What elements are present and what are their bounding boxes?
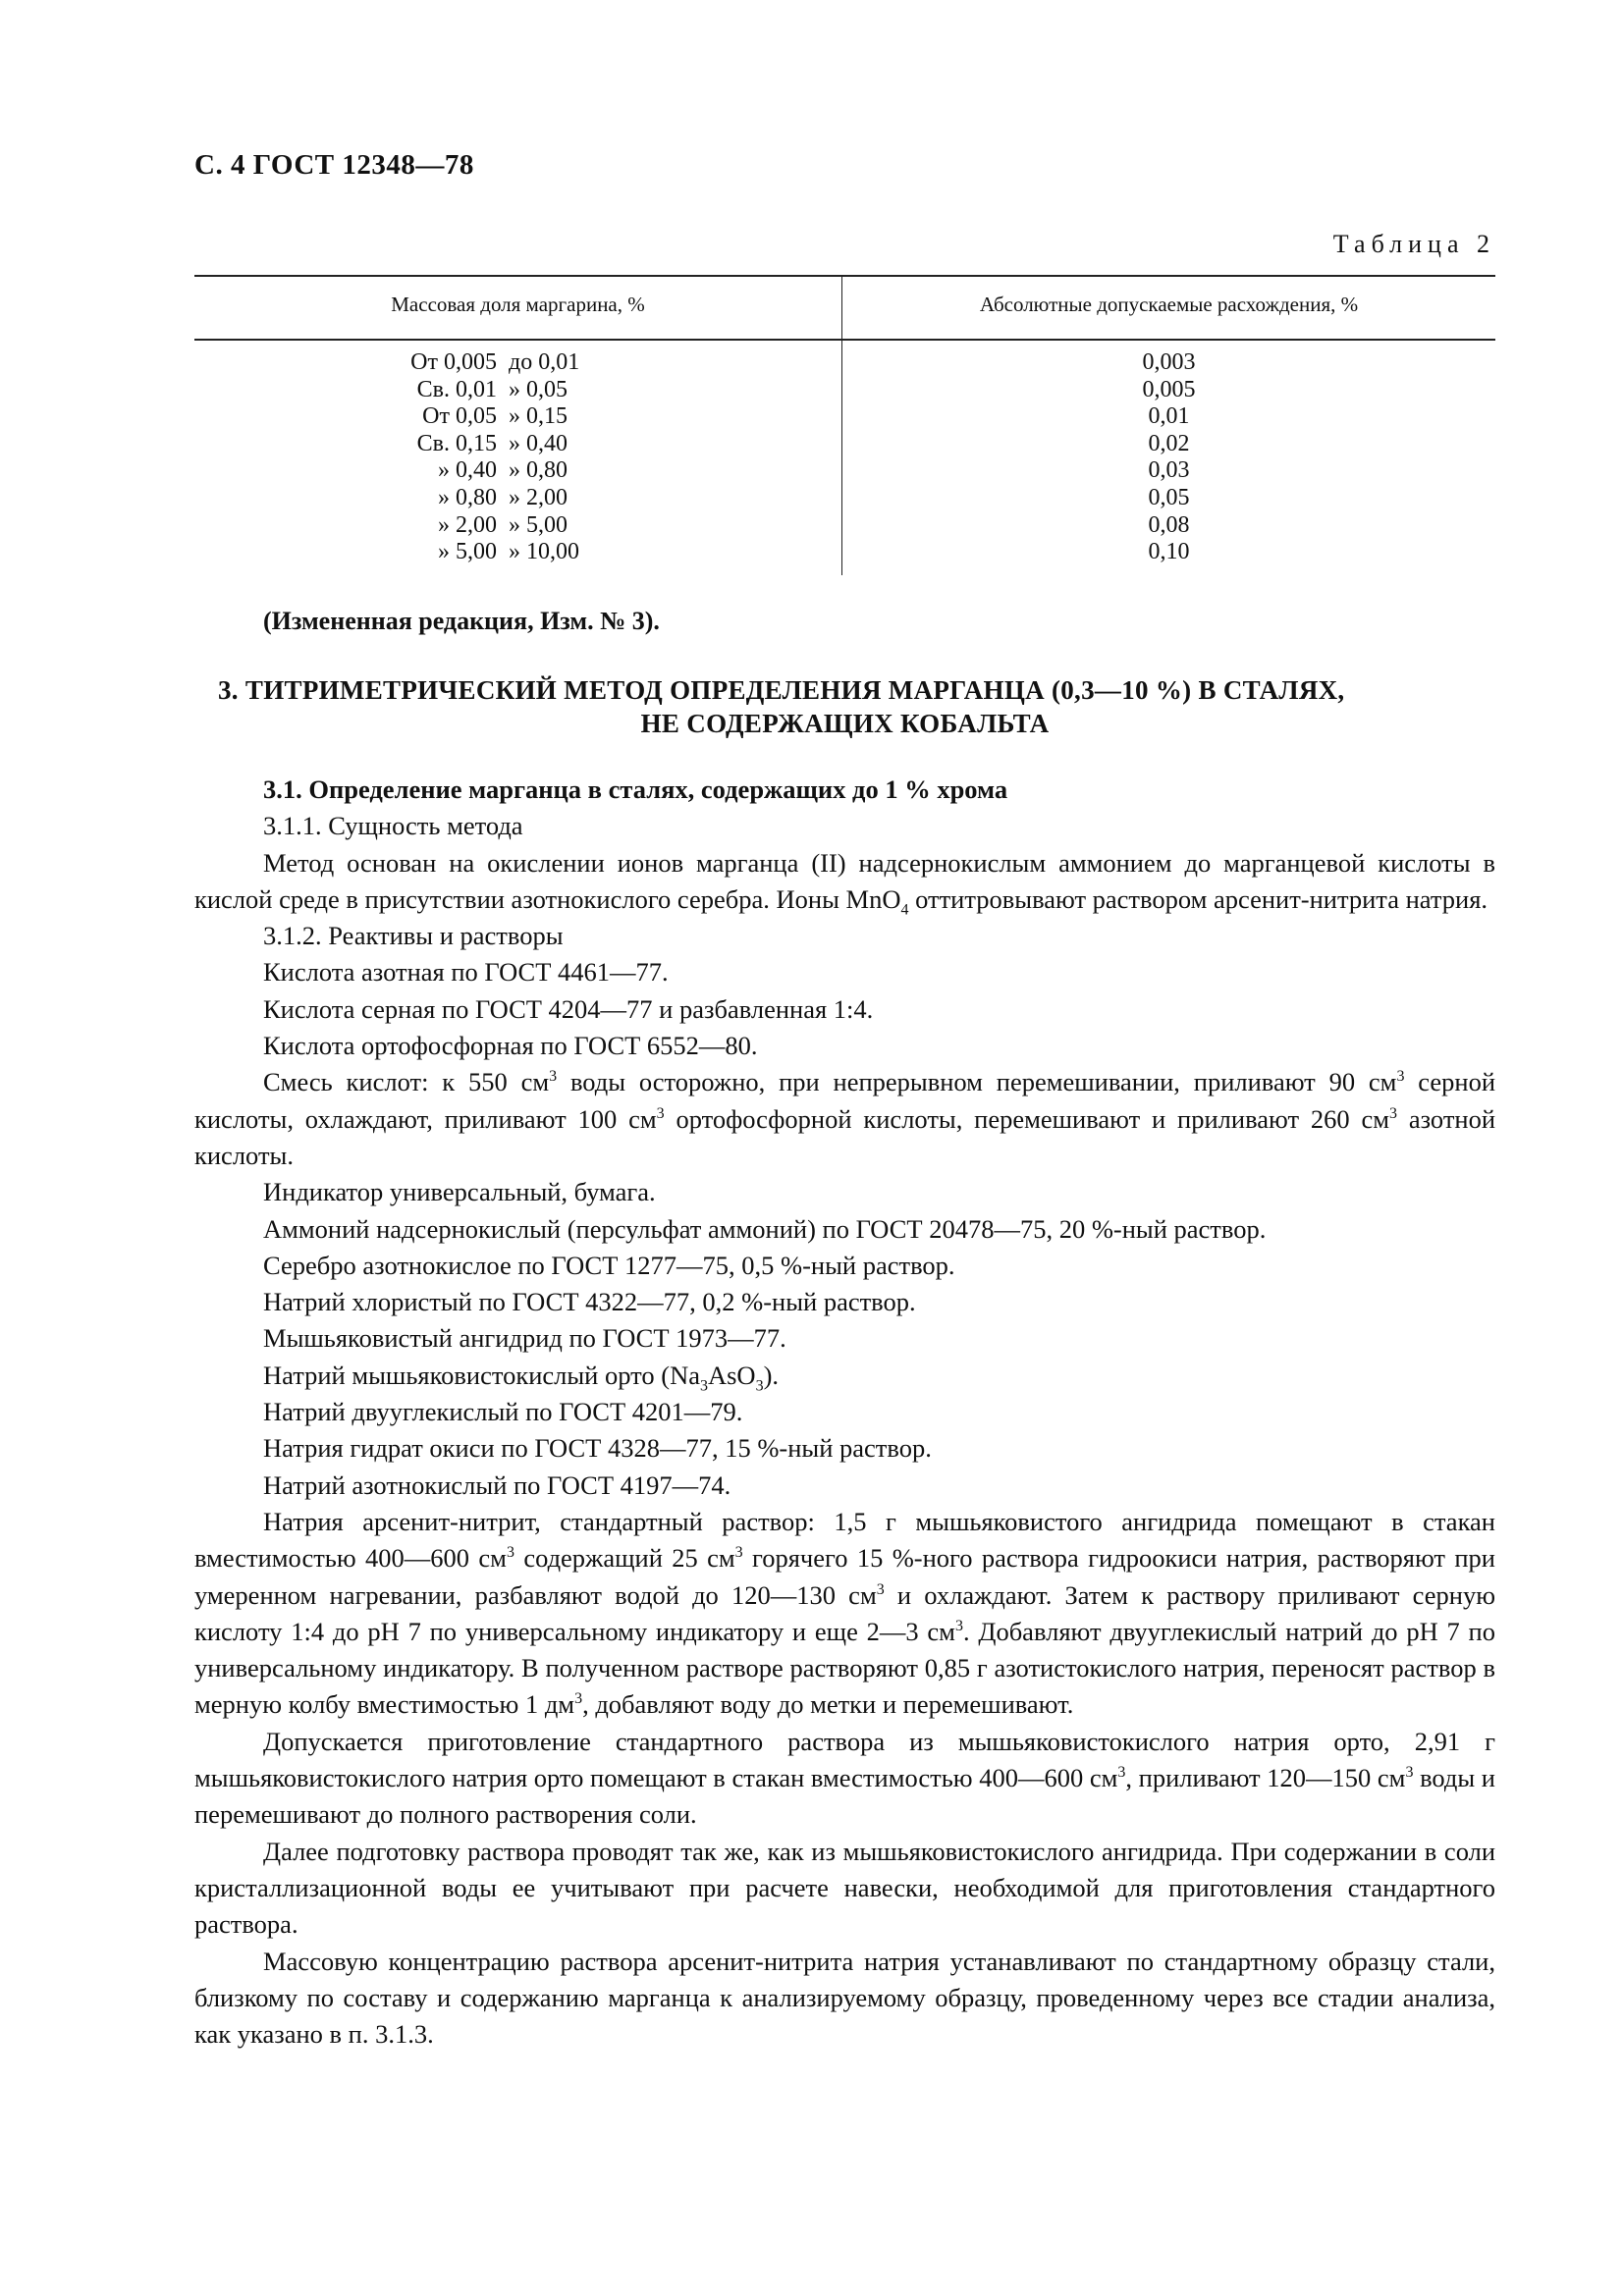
mix-text-a: Смесь кислот: к 550 см (263, 1067, 550, 1097)
tolerance-value: 0,03 (1148, 457, 1190, 484)
table-row (389, 457, 579, 485)
method-text: Метод основан на окислении ионов марганца (II) надсернокислым аммонием до марганцевой кислоты в кислой среде в присутствии азотнокислого серебра. Ионы MnO (194, 847, 1495, 914)
alternative-preparation-paragraph (194, 1724, 1495, 1834)
range-from: От 0,05 (422, 403, 497, 430)
reagent-12: Натрий азотнокислый по ГОСТ 4197—74. (263, 1469, 731, 1500)
range-to: » 0,80 (509, 457, 568, 484)
allow-text-c: воды и перемешивают до полного растворения соли. (194, 1763, 1495, 1830)
reagent-8: Мышьяковистый ангидрид по ГОСТ 1973—77. (263, 1323, 786, 1354)
std-text-a: Натрия арсенит-нитрит, стандартный раствор: 1,5 г мышьяковистого ангидрида помещают в стакан вместимостью 400—600 см (194, 1506, 1495, 1574)
table-header-rule (194, 339, 1495, 341)
reagent-7: Натрий хлористый по ГОСТ 4322—77, 0,2 %-ный раствор. (263, 1287, 916, 1317)
table-row (389, 349, 579, 377)
table-col2-header: Абсолютные допускаемые расхождения, % (979, 293, 1359, 316)
range-to: » 5,00 (509, 511, 568, 538)
allow-text-b: , приливают 120—150 см (1125, 1763, 1406, 1793)
std-text-f: , добавляют воду до метки и перемешивают. (582, 1689, 1074, 1720)
table-col1-header: Массовая доля маргарина, % (391, 293, 645, 316)
reagent-5: Аммоний надсернокислый (персульфат аммоний) по ГОСТ 20478—75, 20 %-ный раствор. (263, 1213, 1267, 1244)
range-from: » 0,40 (438, 457, 497, 484)
body-text (194, 772, 1495, 2053)
section-title-line2: НЕ СОДЕРЖАЩИХ КОБАЛЬТА (640, 709, 1050, 738)
table-top-rule (194, 275, 1495, 277)
amendment-note: (Измененная редакция, Изм. № 3). (263, 607, 660, 635)
range-to: » 2,00 (509, 484, 568, 510)
range-to: » 0,05 (509, 376, 568, 402)
mass-concentration-paragraph: Массовую концентрацию раствора арсенит-нитрита натрия устанавливают по стандартному образцу стали, близкому по составу и содержанию марганца к анализируемому образцу, проведенному через все стадии анализа, как указано в п. 3.1.3. (194, 1946, 1495, 2050)
reagent-4: Индикатор универсальный, бумага. (263, 1177, 656, 1207)
mix-text-d: ортофосфорной кислоты, перемешивают и приливают 260 см (664, 1103, 1389, 1134)
subsection-heading-3-1: 3.1. Определение марганца в сталях, содержащих до 1 % хрома (263, 774, 1008, 804)
reagent-11: Натрия гидрат окиси по ГОСТ 4328—77, 15 %-ный раствор. (263, 1433, 932, 1464)
table-value-column (842, 349, 1495, 566)
tolerance-value: 0,003 (1142, 349, 1196, 375)
range-from: » 0,80 (438, 484, 497, 510)
sup: 3 (1117, 1764, 1126, 1782)
sup: 3 (954, 1618, 963, 1634)
clause-3-1-1: 3.1.1. Сущность метода (263, 811, 523, 841)
range-from: От 0,005 (410, 349, 497, 375)
table-range-column (389, 349, 579, 566)
tolerance-value: 0,10 (1148, 539, 1190, 565)
table-row (389, 403, 579, 431)
allow-text-a: Допускается приготовление стандартного раствора из мышьяковистокислого натрия орто, 2,91 г мышьяковистокислого натрия орто помещают в стакан вместимостью 400—600 см (194, 1726, 1495, 1793)
range-to: до 0,01 (509, 349, 580, 375)
r9-text-a: Натрий мышьяковистокислый орто (Na (263, 1360, 700, 1390)
range-from: Св. 0,15 (416, 430, 497, 456)
sup: 3 (549, 1068, 558, 1086)
method-paragraph (194, 845, 1495, 919)
sup: 3 (734, 1544, 743, 1562)
section-title (194, 673, 1495, 740)
std-text-b: содержащий 25 см (514, 1543, 735, 1574)
clause-3-1-2: 3.1.2. Реактивы и растворы (263, 921, 564, 951)
table-row (389, 431, 579, 458)
page-header: С. 4 ГОСТ 12348—78 (194, 149, 474, 181)
reagent-9 (194, 1358, 1495, 1394)
method-sub: 4 (900, 901, 909, 919)
method-text-end: оттитровывают раствором арсенит-нитрита натрия. (908, 883, 1488, 914)
tolerance-value: 0,005 (1142, 376, 1196, 402)
sup: 3 (656, 1104, 665, 1122)
tolerance-value: 0,08 (1148, 511, 1190, 538)
sup: 3 (1405, 1764, 1414, 1782)
sup: 3 (1396, 1068, 1405, 1086)
sup: 3 (876, 1580, 885, 1598)
range-to: » 0,40 (509, 430, 568, 456)
std-text-e: . Добавляют двууглекислый натрий до pH 7 по универсальному индикатору. В полученном растворе растворяют 0,85 г азотистокислого натрия, переносят раствор в мерную колбу вместимостью 1 дм (194, 1616, 1495, 1720)
tolerance-value: 0,01 (1148, 403, 1190, 430)
sub: 3 (699, 1377, 708, 1395)
table-row (389, 485, 579, 512)
sup: 3 (1389, 1104, 1397, 1122)
reagent-10: Натрий двууглекислый по ГОСТ 4201—79. (263, 1397, 743, 1427)
reagent-6: Серебро азотнокислое по ГОСТ 1277—75, 0,5 %-ный раствор. (263, 1250, 955, 1280)
sup: 3 (574, 1690, 583, 1708)
table-row (389, 512, 579, 540)
range-from: Св. 0,01 (416, 376, 497, 402)
range-from: » 5,00 (438, 539, 497, 565)
standard-solution-paragraph (194, 1504, 1495, 1724)
tolerance-value: 0,05 (1148, 484, 1190, 510)
mix-text-c: серной кислоты, охлаждают, приливают 100 см (194, 1067, 1495, 1134)
r9-text-b: AsO (707, 1360, 756, 1390)
r9-text-c: ). (763, 1360, 780, 1390)
range-from: » 2,00 (438, 511, 497, 538)
reagent-2: Кислота серная по ГОСТ 4204—77 и разбавленная 1:4. (263, 993, 874, 1024)
mix-text-b: воды осторожно, при непрерывном перемешивании, приливают 90 см (557, 1067, 1397, 1097)
sub: 3 (755, 1377, 764, 1395)
tolerance-value: 0,02 (1148, 430, 1190, 456)
table-row (389, 539, 579, 566)
reagent-3: Кислота ортофосфорная по ГОСТ 6552—80. (263, 1031, 758, 1061)
reagent-1: Кислота азотная по ГОСТ 4461—77. (263, 957, 669, 988)
sup: 3 (506, 1544, 514, 1562)
table-row (389, 377, 579, 404)
std-text-c: горячего 15 %-ного раствора гидроокиси натрия, растворяют при умеренном нагревании, разбавляют водой до 120—130 см (194, 1543, 1495, 1610)
mix-text-e: азотной кислоты. (194, 1103, 1496, 1170)
range-to: » 10,00 (509, 539, 579, 565)
table-caption: Таблица 2 (1332, 230, 1495, 258)
further-preparation-paragraph: Далее подготовку раствора проводят так же, как из мышьяковистокислого ангидрида. При содержании в соли кристаллизационной воды ее учитывают при расчете навески, необходимой для приготовления стандартного раствора. (194, 1836, 1495, 1940)
std-text-d: и охлаждают. Затем к раствору приливают серную кислоту 1:4 до pH 7 по универсальному индикатору и еще 2—3 см (194, 1579, 1495, 1646)
section-title-line1: 3. ТИТРИМЕТРИЧЕСКИЙ МЕТОД ОПРЕДЕЛЕНИЯ МАРГАНЦА (0,3—10 %) В СТАЛЯХ, (218, 675, 1345, 705)
range-to: » 0,15 (509, 403, 568, 430)
acid-mix-paragraph (194, 1064, 1495, 1174)
